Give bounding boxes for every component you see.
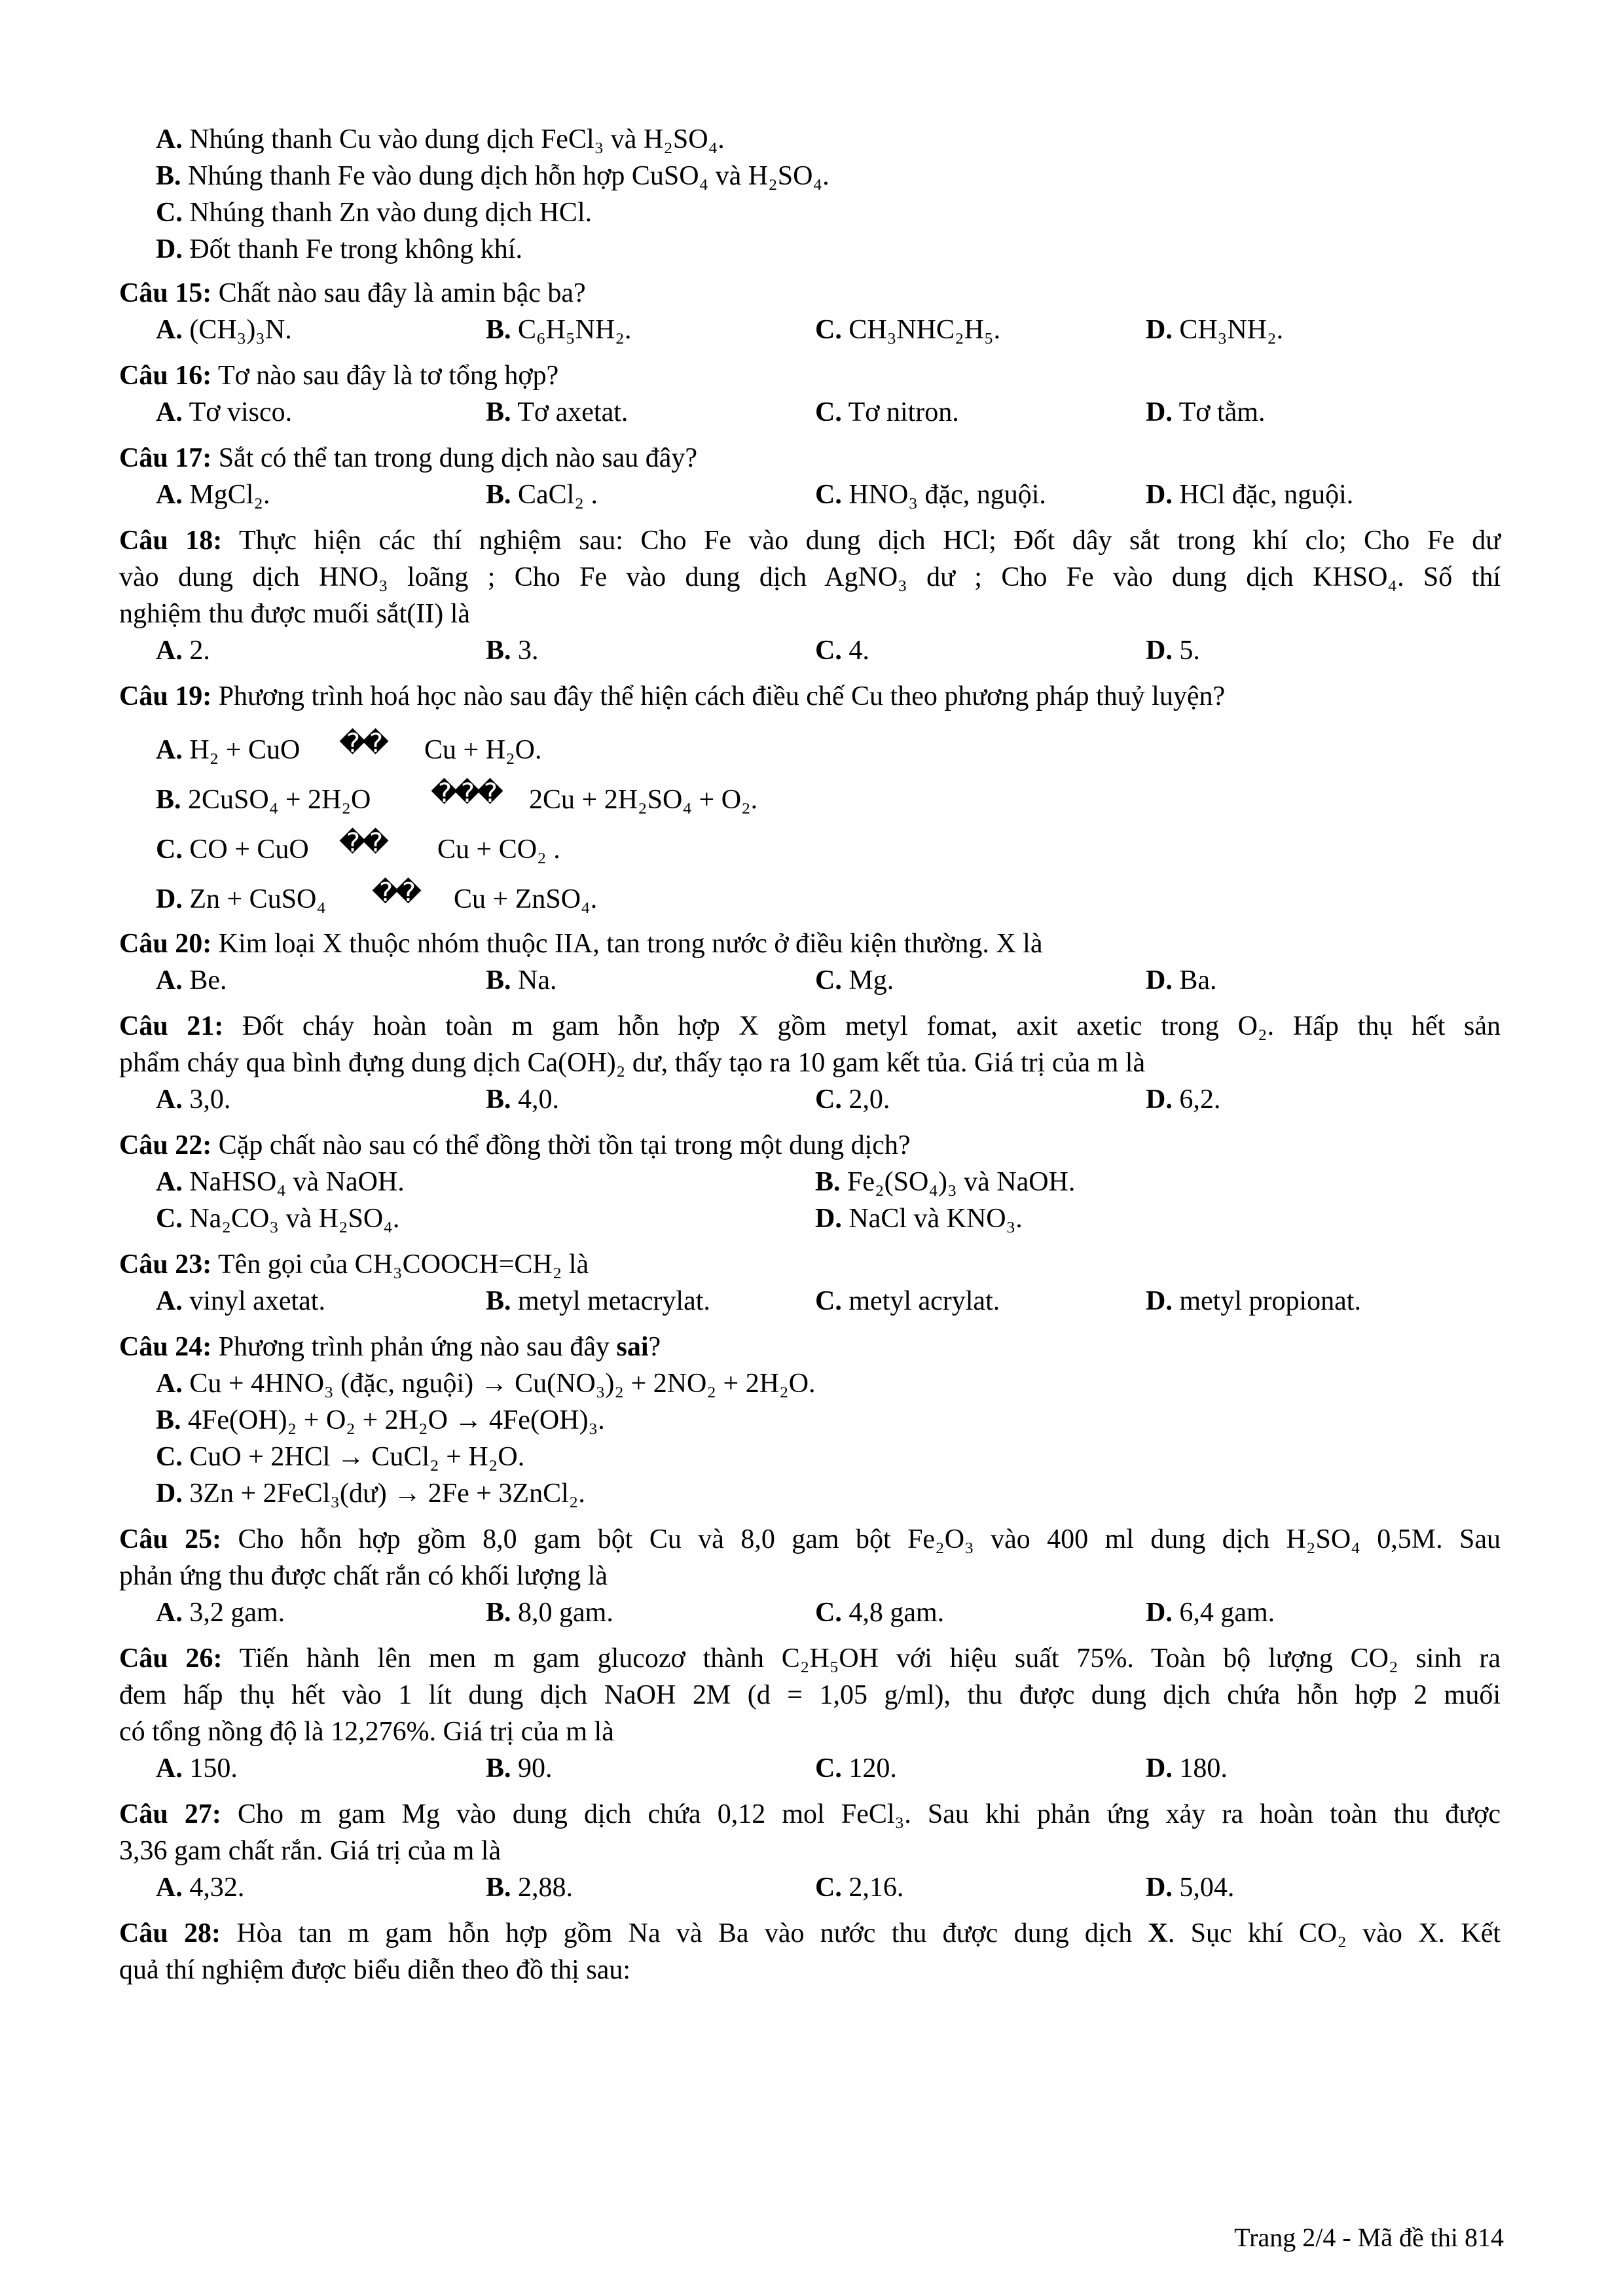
question-stem: Câu 27: Cho m gam Mg vào dung dịch chứa 0,12 mol FeCl₃. Sau khi phản ứng xảy ra hoàn toàn thu được bbox=[119, 1799, 1501, 1829]
option-a: A. (CH₃)₃N. bbox=[156, 315, 292, 345]
question-stem: Câu 17: Sắt có thể tan trong dung dịch nào sau đây? bbox=[119, 443, 697, 473]
question-stem: Câu 15: Chất nào sau đây là amin bậc ba? bbox=[119, 278, 586, 308]
option-a: A. 2. bbox=[156, 636, 210, 666]
question-stem-line: đem hấp thụ hết vào 1 lít dung dịch NaOH 2M (d = 1,05 g/ml), thu được dung dịch chứa hỗn hợp 2 muối bbox=[119, 1680, 1501, 1710]
option-a: A. 4,32. bbox=[156, 1873, 245, 1903]
question-stem: Câu 20: Kim loại X thuộc nhóm thuộc IIA, tan trong nước ở điều kiện thường. X là bbox=[119, 929, 1043, 959]
question-stem: Câu 26: Tiến hành lên men m gam glucozơ thành C₂H₅OH với hiệu suất 75%. Toàn bộ lượng CO₂ sinh ra bbox=[119, 1643, 1501, 1674]
reaction-arrow-icon: ��� bbox=[431, 778, 500, 808]
option-b: B. 3. bbox=[486, 636, 539, 666]
option-d: D. 3Zn + 2FeCl₃(dư) → 2Fe + 3ZnCl₂. bbox=[156, 1479, 585, 1509]
q14-option-d: D. Đốt thanh Fe trong không khí. bbox=[156, 234, 522, 264]
reaction-arrow-icon: �� bbox=[339, 728, 386, 759]
option-d: D. HCl đặc, nguội. bbox=[1146, 480, 1354, 510]
question-stem: Câu 28: Hòa tan m gam hỗn hợp gồm Na và Ba vào nước thu được dung dịch X. Sục khí CO₂ vào X. Kết bbox=[119, 1918, 1501, 1948]
question-stem: Câu 16: Tơ nào sau đây là tơ tổng hợp? bbox=[119, 361, 559, 391]
question-stem-line: nghiệm thu được muối sắt(II) là bbox=[119, 599, 471, 629]
option-d: D. Ba. bbox=[1146, 965, 1217, 996]
option-c: C. 2,0. bbox=[815, 1085, 890, 1115]
option-a: A. Tơ visco. bbox=[156, 397, 293, 427]
reaction-c: C. CO + CuO �� Cu + CO₂ . bbox=[156, 831, 309, 868]
option-b: B. 4Fe(OH)₂ + O₂ + 2H₂O → 4Fe(OH)₃. bbox=[156, 1405, 605, 1435]
option-d: D. 5,04. bbox=[1146, 1873, 1235, 1903]
option-d: D. Tơ tằm. bbox=[1146, 397, 1266, 427]
option-a: A. 3,2 gam. bbox=[156, 1598, 285, 1628]
option-b: B. C₆H₅NH₂. bbox=[486, 315, 632, 345]
question-stem-line: quả thí nghiệm được biểu diễn theo đồ thị sau: bbox=[119, 1955, 630, 1985]
reaction-b: B. 2CuSO₄ + 2H₂O ��� 2Cu + 2H₂SO₄ + O₂. bbox=[156, 781, 371, 818]
option-c: C. Mg. bbox=[815, 965, 894, 996]
question-stem: Câu 24: Phương trình phản ứng nào sau đây sai? bbox=[119, 1332, 661, 1362]
option-b: B. 90. bbox=[486, 1753, 553, 1784]
question-stem: Câu 22: Cặp chất nào sau có thể đồng thời tồn tại trong một dung dịch? bbox=[119, 1130, 911, 1160]
option-d: D. NaCl và KNO₃. bbox=[815, 1204, 1023, 1234]
option-a: A. 3,0. bbox=[156, 1085, 231, 1115]
q14-option-a: A. Nhúng thanh Cu vào dung dịch FeCl₃ và H₂SO₄. bbox=[156, 124, 725, 154]
question-stem-line: phẩm cháy qua bình đựng dung dịch Ca(OH)₂ dư, thấy tạo ra 10 gam kết tủa. Giá trị của m là bbox=[119, 1048, 1146, 1078]
question-stem-line: 3,36 gam chất rắn. Giá trị của m là bbox=[119, 1836, 501, 1866]
option-d: D. 180. bbox=[1146, 1753, 1228, 1784]
option-d: D. CH₃NH₂. bbox=[1146, 315, 1284, 345]
option-c: C. 120. bbox=[815, 1753, 897, 1784]
option-b: B. Tơ axetat. bbox=[486, 397, 629, 427]
option-c: C. CH₃NHC₂H₅. bbox=[815, 315, 1001, 345]
question-stem: Câu 25: Cho hỗn hợp gồm 8,0 gam bột Cu và 8,0 gam bột Fe₂O₃ vào 400 ml dung dịch H₂SO₄ 0,5M. Sau bbox=[119, 1524, 1501, 1554]
page-footer: Trang 2/4 - Mã đề thi 814 bbox=[1234, 2223, 1504, 2252]
option-c: C. Na₂CO₃ và H₂SO₄. bbox=[156, 1204, 400, 1234]
option-c: C. 2,16. bbox=[815, 1873, 904, 1903]
option-b: B. 8,0 gam. bbox=[486, 1598, 613, 1628]
q14-option-b: B. Nhúng thanh Fe vào dung dịch hỗn hợp CuSO₄ và H₂SO₄. bbox=[156, 161, 830, 191]
option-c: C. 4,8 gam. bbox=[815, 1598, 945, 1628]
option-a: A. Be. bbox=[156, 965, 227, 996]
option-c: C. metyl acrylat. bbox=[815, 1286, 1000, 1316]
question-stem: Câu 21: Đốt cháy hoàn toàn m gam hỗn hợp X gồm metyl fomat, axit axetic trong O₂. Hấp thụ hết sản bbox=[119, 1011, 1501, 1041]
option-b: B. Na. bbox=[486, 965, 557, 996]
option-c: C. HNO₃ đặc, nguội. bbox=[815, 480, 1046, 510]
option-d: D. 6,4 gam. bbox=[1146, 1598, 1275, 1628]
option-d: D. metyl propionat. bbox=[1146, 1286, 1361, 1316]
option-b: B. 2,88. bbox=[486, 1873, 574, 1903]
reaction-arrow-icon: �� bbox=[372, 878, 418, 908]
question-stem-line: có tổng nồng độ là 12,276%. Giá trị của m là bbox=[119, 1717, 614, 1747]
option-b: B. 4,0. bbox=[486, 1085, 560, 1115]
reaction-arrow-icon: �� bbox=[339, 828, 386, 858]
reaction-a: A. H₂ + CuO �� Cu + H₂O. bbox=[156, 732, 300, 768]
option-c: C. Tơ nitron. bbox=[815, 397, 959, 427]
q14-option-c: C. Nhúng thanh Zn vào dung dịch HCl. bbox=[156, 198, 593, 228]
option-a: A. Cu + 4HNO₃ (đặc, nguội) → Cu(NO₃)₂ + 2NO₂ + 2H₂O. bbox=[156, 1369, 816, 1399]
option-d: D. 5. bbox=[1146, 636, 1200, 666]
option-a: A. vinyl axetat. bbox=[156, 1286, 325, 1316]
question-stem: Câu 23: Tên gọi của CH₃COOCH=CH₂ là bbox=[119, 1249, 589, 1280]
option-c: C. 4. bbox=[815, 636, 869, 666]
option-a: A. MgCl₂. bbox=[156, 480, 270, 510]
option-d: D. 6,2. bbox=[1146, 1085, 1221, 1115]
option-b: B. CaCl₂ . bbox=[486, 480, 598, 510]
question-stem: Câu 19: Phương trình hoá học nào sau đây thể hiện cách điều chế Cu theo phương pháp thuỷ luyện? bbox=[119, 681, 1226, 711]
question-stem: Câu 18: Thực hiện các thí nghiệm sau: Cho Fe vào dung dịch HCl; Đốt dây sắt trong khí clo; Cho Fe dư bbox=[119, 526, 1501, 556]
question-stem-line: phản ứng thu được chất rắn có khối lượng là bbox=[119, 1561, 608, 1591]
question-stem-line: vào dung dịch HNO₃ loãng ; Cho Fe vào dung dịch AgNO₃ dư ; Cho Fe vào dung dịch KHSO₄. Số thí bbox=[119, 562, 1501, 592]
option-a: A. NaHSO₄ và NaOH. bbox=[156, 1167, 405, 1197]
option-b: B. metyl metacrylat. bbox=[486, 1286, 710, 1316]
reaction-d: D. Zn + CuSO₄ �� Cu + ZnSO₄. bbox=[156, 881, 326, 918]
option-b: B. Fe₂(SO₄)₃ và NaOH. bbox=[815, 1167, 1076, 1197]
option-c: C. CuO + 2HCl → CuCl₂ + H₂O. bbox=[156, 1442, 525, 1472]
option-a: A. 150. bbox=[156, 1753, 238, 1784]
